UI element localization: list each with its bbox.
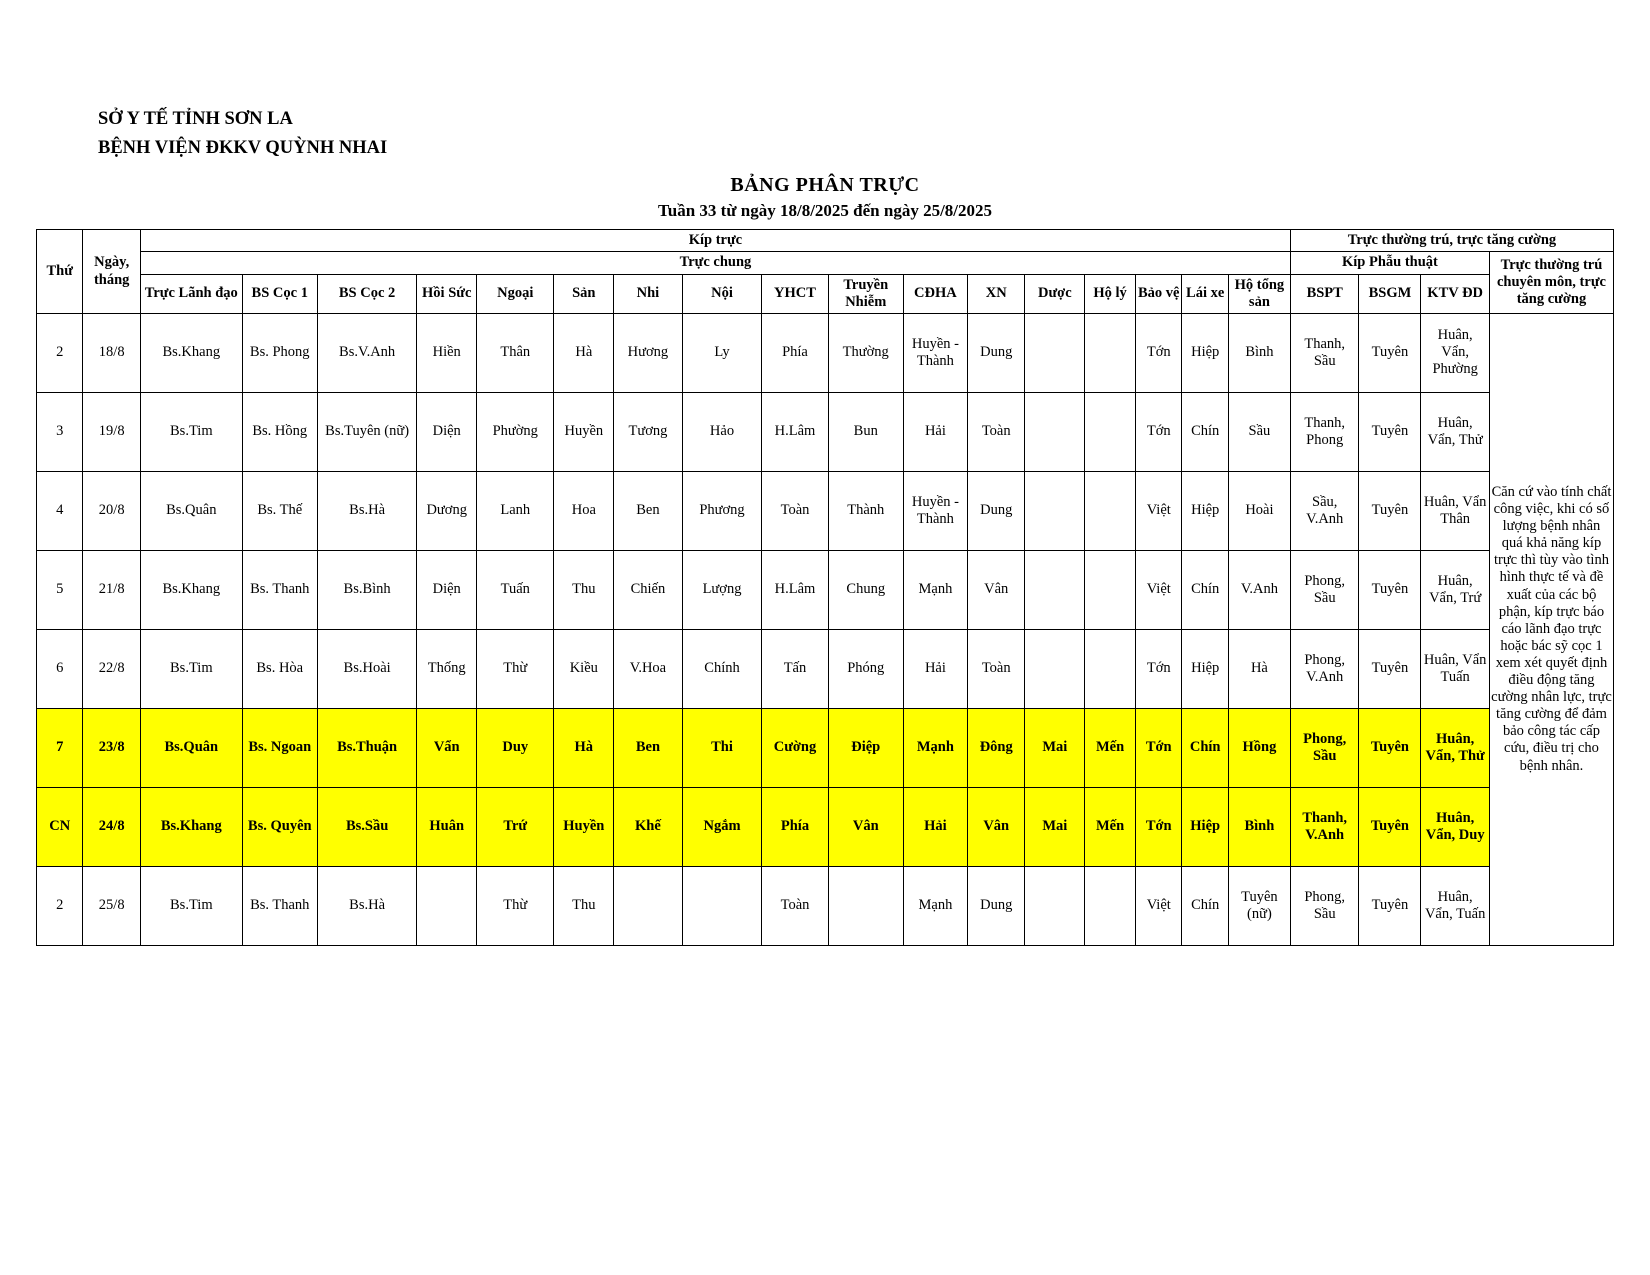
cell-ngoai: Lanh — [477, 471, 554, 550]
col-header-ngoai: Ngoại — [477, 274, 554, 313]
col-header-ngay-thang: Ngày, tháng — [83, 230, 141, 313]
col-header-san: Sản — [554, 274, 614, 313]
col-header-cdha: CĐHA — [903, 274, 967, 313]
col-header-ktv-dd: KTV ĐD — [1421, 274, 1490, 313]
cell-ngay: 19/8 — [83, 392, 141, 471]
cell-lai-xe: Chín — [1182, 866, 1228, 945]
cell-ngay: 23/8 — [83, 708, 141, 787]
cell-ngoai: Trứ — [477, 787, 554, 866]
cell-cdha: Hải — [903, 787, 967, 866]
col-header-bs-coc-1: BS Cọc 1 — [242, 274, 317, 313]
cell-ngoai: Tuấn — [477, 550, 554, 629]
cell-bao-ve: Tớn — [1136, 392, 1182, 471]
cell-lai-xe: Chín — [1182, 550, 1228, 629]
cell-noi: Ngắm — [682, 787, 762, 866]
cell-coc2: Bs.Hà — [317, 471, 417, 550]
cell-ho-tong-san: Hoài — [1228, 471, 1290, 550]
cell-ho-ly — [1085, 471, 1136, 550]
cell-nhi: Khế — [614, 787, 683, 866]
cell-hoi-suc — [417, 866, 477, 945]
col-header-truc-lanh-dao: Trực Lãnh đạo — [140, 274, 242, 313]
table-row — [37, 866, 1614, 945]
cell-yhct: H.Lâm — [762, 392, 828, 471]
cell-san: Huyền — [554, 392, 614, 471]
table-row — [37, 392, 1614, 471]
cell-ktv-dd: Huân, Vẩn, Duy — [1421, 787, 1490, 866]
cell-xn: Toàn — [967, 629, 1025, 708]
cell-xn: Đông — [967, 708, 1025, 787]
cell-truyen-nhiem: Phóng — [828, 629, 903, 708]
col-header-nhi: Nhi — [614, 274, 683, 313]
cell-lai-xe: Hiệp — [1182, 787, 1228, 866]
cell-noi: Lượng — [682, 550, 762, 629]
cell-truyen-nhiem: Thường — [828, 313, 903, 392]
cell-bsgm: Tuyên — [1359, 629, 1421, 708]
cell-lai-xe: Hiệp — [1182, 471, 1228, 550]
cell-bspt: Phong, Sầu — [1290, 866, 1359, 945]
cell-duoc — [1025, 866, 1085, 945]
cell-ho-tong-san: V.Anh — [1228, 550, 1290, 629]
cell-lanh-dao: Bs.Quân — [140, 471, 242, 550]
cell-hoi-suc: Hiền — [417, 313, 477, 392]
cell-cdha: Hải — [903, 392, 967, 471]
cell-cdha: Hải — [903, 629, 967, 708]
cell-lanh-dao: Bs.Tim — [140, 392, 242, 471]
col-header-truc-thuong-tru-chuyen-mon: Trực thường trú chuyên môn, trực tăng cường — [1489, 252, 1613, 313]
cell-lanh-dao: Bs.Khang — [140, 787, 242, 866]
cell-thu: 4 — [37, 471, 83, 550]
cell-coc2: Bs.Thuận — [317, 708, 417, 787]
cell-duoc — [1025, 550, 1085, 629]
cell-note: Căn cứ vào tính chất công việc, khi có số lượng bệnh nhân quá khả năng kíp trực thì tùy vào tình hình thực tế và đề xuất của các bộ phận, kíp trực báo cáo lãnh đạo trực hoặc bác sỹ cọc 1 xem xét quyết định điều động tăng cường nhân lực, trực tăng cường để đảm bảo công tác cấp cứu, điều trị cho bệnh nhân. — [1489, 313, 1613, 945]
cell-bspt: Thanh, V.Anh — [1290, 787, 1359, 866]
table-body — [37, 313, 1614, 945]
cell-xn: Dung — [967, 313, 1025, 392]
col-header-xn: XN — [967, 274, 1025, 313]
group-header-kip-phau-thuat: Kíp Phẫu thuật — [1290, 252, 1489, 274]
cell-cdha: Huyền - Thành — [903, 471, 967, 550]
cell-ktv-dd: Huân, Vẩn Tuấn — [1421, 629, 1490, 708]
cell-ho-ly — [1085, 313, 1136, 392]
col-header-lai-xe: Lái xe — [1182, 274, 1228, 313]
col-header-ho-ly: Hộ lý — [1085, 274, 1136, 313]
page-title: BẢNG PHÂN TRỰC — [730, 174, 920, 197]
cell-truyen-nhiem: Bun — [828, 392, 903, 471]
cell-noi: Ly — [682, 313, 762, 392]
org-line-2: BỆNH VIỆN ĐKKV QUỲNH NHAI — [98, 137, 388, 158]
cell-xn: Dung — [967, 866, 1025, 945]
cell-truyen-nhiem: Chung — [828, 550, 903, 629]
cell-hoi-suc: Diện — [417, 392, 477, 471]
organization-header — [98, 105, 1614, 162]
cell-lanh-dao: Bs.Quân — [140, 708, 242, 787]
cell-yhct: Cường — [762, 708, 828, 787]
cell-ho-ly — [1085, 866, 1136, 945]
cell-ktv-dd: Huân, Vẩn, Phường — [1421, 313, 1490, 392]
cell-ktv-dd: Huân, Vẩn, Thử — [1421, 708, 1490, 787]
cell-ho-tong-san: Tuyên (nữ) — [1228, 866, 1290, 945]
cell-bspt: Phong, Sầu — [1290, 550, 1359, 629]
cell-lai-xe: Hiệp — [1182, 629, 1228, 708]
cell-coc2: Bs.Hà — [317, 866, 417, 945]
table-row — [37, 629, 1614, 708]
cell-noi: Thi — [682, 708, 762, 787]
cell-san: Thu — [554, 550, 614, 629]
cell-coc2: Bs.Sầu — [317, 787, 417, 866]
cell-san: Thu — [554, 866, 614, 945]
cell-xn: Toàn — [967, 392, 1025, 471]
cell-cdha: Huyền - Thành — [903, 313, 967, 392]
cell-duoc — [1025, 313, 1085, 392]
cell-ho-tong-san: Sầu — [1228, 392, 1290, 471]
cell-nhi: Chiến — [614, 550, 683, 629]
cell-xn: Dung — [967, 471, 1025, 550]
cell-yhct: H.Lâm — [762, 550, 828, 629]
cell-nhi: Ben — [614, 708, 683, 787]
cell-nhi: V.Hoa — [614, 629, 683, 708]
cell-san: Kiều — [554, 629, 614, 708]
cell-duoc: Mai — [1025, 708, 1085, 787]
cell-nhi: Tương — [614, 392, 683, 471]
cell-coc1: Bs. Thanh — [242, 866, 317, 945]
cell-ho-ly — [1085, 550, 1136, 629]
cell-ktv-dd: Huân, Vẩn, Tuấn — [1421, 866, 1490, 945]
cell-truyen-nhiem: Thành — [828, 471, 903, 550]
cell-ho-tong-san: Bình — [1228, 313, 1290, 392]
cell-hoi-suc: Dương — [417, 471, 477, 550]
cell-cdha: Mạnh — [903, 708, 967, 787]
group-header-kip-truc: Kíp trực — [140, 230, 1290, 252]
group-header-truc-thuong-tru: Trực thường trú, trực tăng cường — [1290, 230, 1613, 252]
cell-bao-ve: Việt — [1136, 471, 1182, 550]
cell-xn: Vân — [967, 787, 1025, 866]
cell-ho-ly: Mến — [1085, 787, 1136, 866]
header-row-group-1 — [37, 230, 1614, 252]
cell-ho-tong-san: Hà — [1228, 629, 1290, 708]
cell-lanh-dao: Bs.Khang — [140, 313, 242, 392]
cell-hoi-suc: Huân — [417, 787, 477, 866]
cell-bspt: Phong, Sầu — [1290, 708, 1359, 787]
cell-xn: Vân — [967, 550, 1025, 629]
cell-noi: Phương — [682, 471, 762, 550]
cell-lanh-dao: Bs.Tim — [140, 866, 242, 945]
cell-lai-xe: Chín — [1182, 708, 1228, 787]
cell-noi — [682, 866, 762, 945]
cell-bsgm: Tuyên — [1359, 708, 1421, 787]
cell-lai-xe: Hiệp — [1182, 313, 1228, 392]
cell-nhi: Hương — [614, 313, 683, 392]
col-header-ho-tong-san: Hộ tổng sản — [1228, 274, 1290, 313]
cell-hoi-suc: Vẩn — [417, 708, 477, 787]
table-row — [37, 550, 1614, 629]
col-header-hoi-suc: Hồi Sức — [417, 274, 477, 313]
cell-coc2: Bs.Tuyên (nữ) — [317, 392, 417, 471]
cell-coc2: Bs.Hoài — [317, 629, 417, 708]
col-header-thu: Thứ — [37, 230, 83, 313]
cell-bspt: Thanh, Sầu — [1290, 313, 1359, 392]
cell-yhct: Phía — [762, 787, 828, 866]
cell-ktv-dd: Huân, Vẩn, Thử — [1421, 392, 1490, 471]
cell-ngay: 24/8 — [83, 787, 141, 866]
cell-noi: Chính — [682, 629, 762, 708]
cell-bsgm: Tuyên — [1359, 550, 1421, 629]
cell-bspt: Phong, V.Anh — [1290, 629, 1359, 708]
cell-thu: 6 — [37, 629, 83, 708]
col-header-bsgm: BSGM — [1359, 274, 1421, 313]
cell-ngay: 25/8 — [83, 866, 141, 945]
cell-ngoai: Phường — [477, 392, 554, 471]
table-row — [37, 471, 1614, 550]
org-line-1: SỞ Y TẾ TỈNH SƠN LA — [98, 109, 293, 129]
cell-bspt: Thanh, Phong — [1290, 392, 1359, 471]
cell-truyen-nhiem — [828, 866, 903, 945]
cell-ngay: 20/8 — [83, 471, 141, 550]
table-row — [37, 313, 1614, 392]
cell-truyen-nhiem: Điệp — [828, 708, 903, 787]
cell-thu: 5 — [37, 550, 83, 629]
cell-yhct: Tấn — [762, 629, 828, 708]
cell-coc1: Bs. Hòa — [242, 629, 317, 708]
cell-ngoai: Thừ — [477, 866, 554, 945]
cell-coc2: Bs.V.Anh — [317, 313, 417, 392]
cell-yhct: Phía — [762, 313, 828, 392]
col-header-duoc: Dược — [1025, 274, 1085, 313]
table-row — [37, 708, 1614, 787]
cell-ngoai: Duy — [477, 708, 554, 787]
cell-bao-ve: Việt — [1136, 550, 1182, 629]
cell-duoc — [1025, 471, 1085, 550]
title-block — [36, 174, 1614, 221]
col-header-bs-coc-2: BS Cọc 2 — [317, 274, 417, 313]
cell-coc2: Bs.Bình — [317, 550, 417, 629]
cell-duoc: Mai — [1025, 787, 1085, 866]
cell-coc1: Bs. Ngoan — [242, 708, 317, 787]
cell-thu: 7 — [37, 708, 83, 787]
cell-ktv-dd: Huân, Vẩn, Trứ — [1421, 550, 1490, 629]
cell-ho-ly — [1085, 392, 1136, 471]
cell-yhct: Toàn — [762, 866, 828, 945]
cell-coc1: Bs. Thanh — [242, 550, 317, 629]
col-header-yhct: YHCT — [762, 274, 828, 313]
cell-bao-ve: Tớn — [1136, 629, 1182, 708]
cell-bspt: Sầu, V.Anh — [1290, 471, 1359, 550]
cell-ho-tong-san: Bình — [1228, 787, 1290, 866]
cell-noi: Hảo — [682, 392, 762, 471]
cell-bsgm: Tuyên — [1359, 392, 1421, 471]
cell-bsgm: Tuyên — [1359, 313, 1421, 392]
cell-coc1: Bs. Phong — [242, 313, 317, 392]
cell-cdha: Mạnh — [903, 550, 967, 629]
cell-ngay: 22/8 — [83, 629, 141, 708]
cell-thu: 3 — [37, 392, 83, 471]
cell-bsgm: Tuyên — [1359, 471, 1421, 550]
cell-ho-tong-san: Hồng — [1228, 708, 1290, 787]
cell-ho-ly: Mến — [1085, 708, 1136, 787]
page-subtitle: Tuần 33 từ ngày 18/8/2025 đến ngày 25/8/2025 — [657, 201, 993, 221]
cell-ho-ly — [1085, 629, 1136, 708]
group-header-truc-chung: Trực chung — [140, 252, 1290, 274]
cell-bsgm: Tuyên — [1359, 866, 1421, 945]
cell-truyen-nhiem: Vân — [828, 787, 903, 866]
cell-bao-ve: Tớn — [1136, 708, 1182, 787]
cell-lai-xe: Chín — [1182, 392, 1228, 471]
cell-hoi-suc: Diện — [417, 550, 477, 629]
cell-yhct: Toàn — [762, 471, 828, 550]
cell-lanh-dao: Bs.Khang — [140, 550, 242, 629]
col-header-bao-ve: Bảo vệ — [1136, 274, 1182, 313]
cell-bsgm: Tuyên — [1359, 787, 1421, 866]
cell-coc1: Bs. Thế — [242, 471, 317, 550]
duty-schedule-table — [36, 229, 1614, 945]
cell-nhi — [614, 866, 683, 945]
cell-coc1: Bs. Quyên — [242, 787, 317, 866]
cell-san: Hoa — [554, 471, 614, 550]
cell-san: Huyền — [554, 787, 614, 866]
header-row-columns — [37, 274, 1614, 313]
cell-lanh-dao: Bs.Tim — [140, 629, 242, 708]
cell-ngoai: Thân — [477, 313, 554, 392]
cell-bao-ve: Tớn — [1136, 313, 1182, 392]
cell-ngoai: Thừ — [477, 629, 554, 708]
cell-thu: 2 — [37, 313, 83, 392]
cell-thu: CN — [37, 787, 83, 866]
cell-ngay: 18/8 — [83, 313, 141, 392]
col-header-noi: Nội — [682, 274, 762, 313]
cell-ktv-dd: Huân, Vẩn Thân — [1421, 471, 1490, 550]
cell-cdha: Mạnh — [903, 866, 967, 945]
cell-duoc — [1025, 629, 1085, 708]
cell-ngay: 21/8 — [83, 550, 141, 629]
header-row-group-2 — [37, 252, 1614, 274]
cell-hoi-suc: Thống — [417, 629, 477, 708]
col-header-truyen-nhiem: Truyền Nhiễm — [828, 274, 903, 313]
col-header-bspt: BSPT — [1290, 274, 1359, 313]
table-row — [37, 787, 1614, 866]
cell-nhi: Ben — [614, 471, 683, 550]
cell-coc1: Bs. Hồng — [242, 392, 317, 471]
cell-thu: 2 — [37, 866, 83, 945]
cell-bao-ve: Tớn — [1136, 787, 1182, 866]
cell-duoc — [1025, 392, 1085, 471]
cell-san: Hà — [554, 708, 614, 787]
cell-san: Hà — [554, 313, 614, 392]
cell-bao-ve: Việt — [1136, 866, 1182, 945]
